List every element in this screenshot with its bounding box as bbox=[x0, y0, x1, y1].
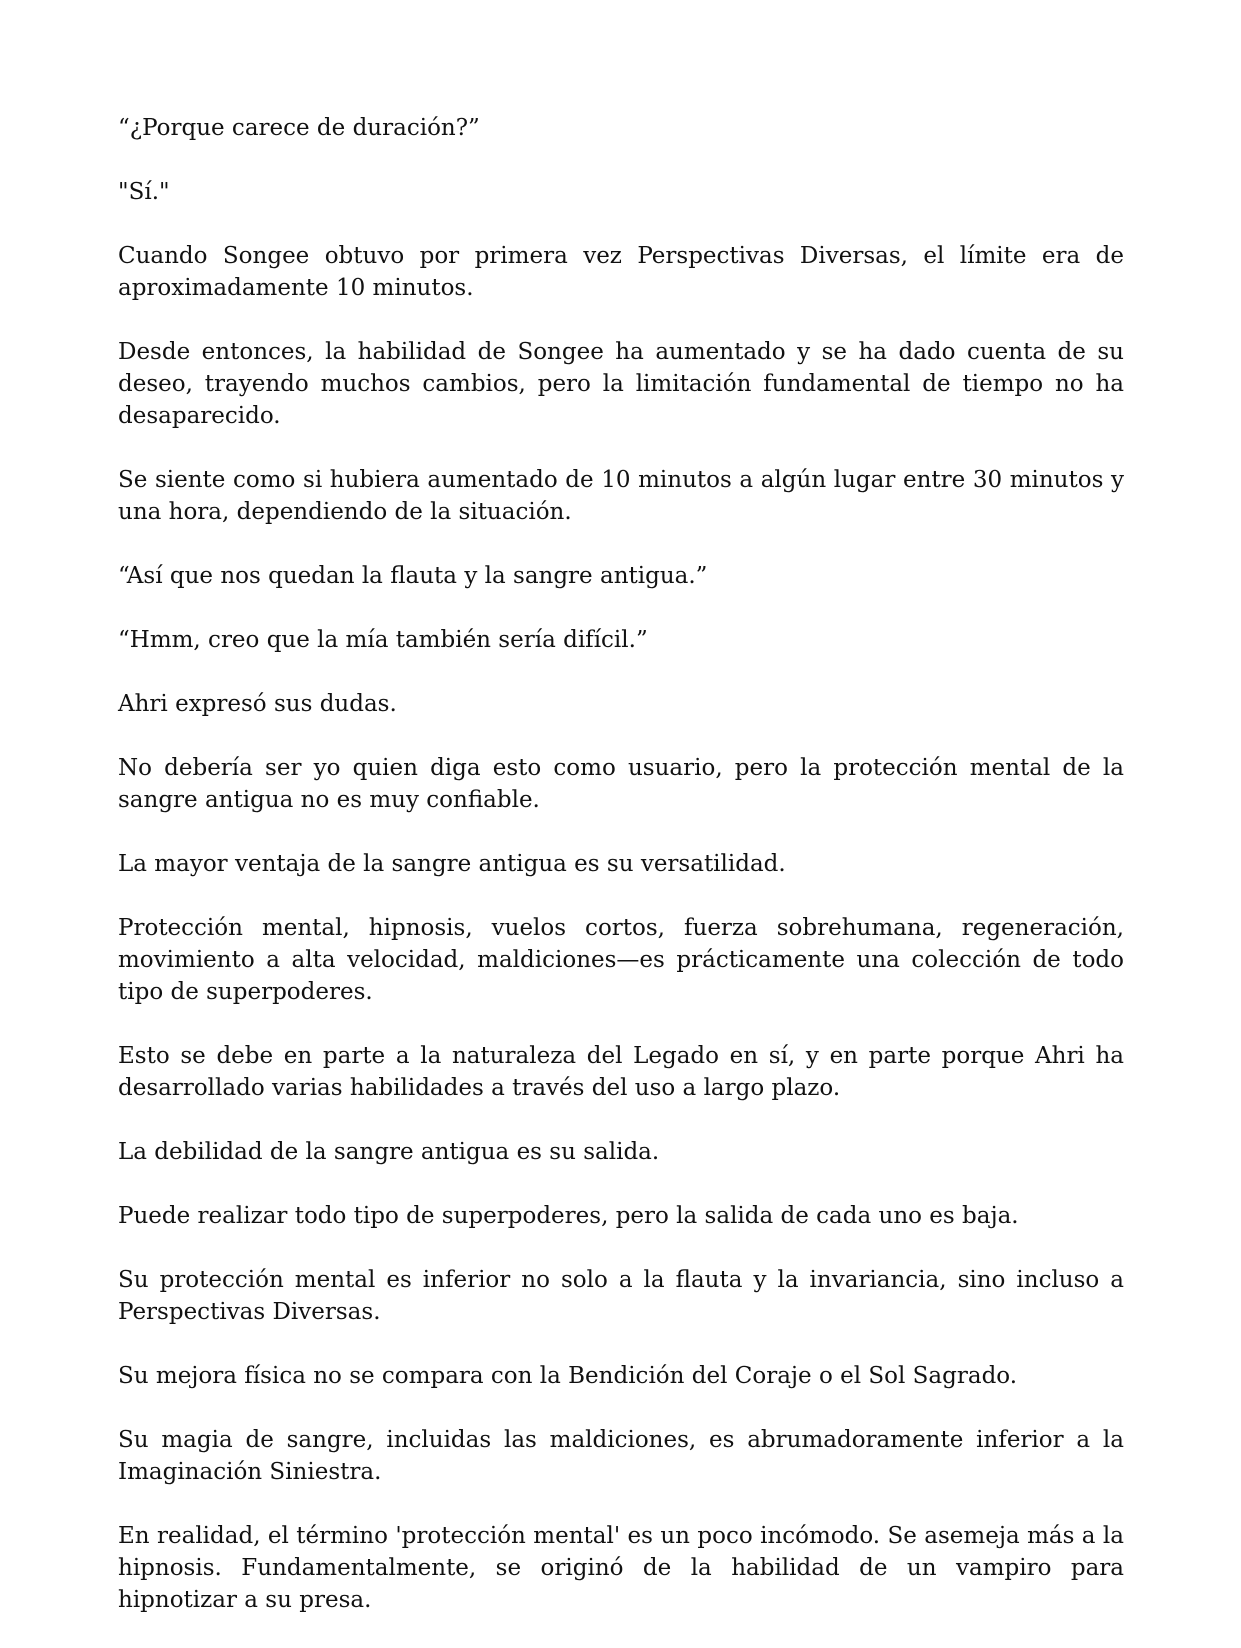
paragraph: Desde entonces, la habilidad de Songee ha aumentado y se ha dado cuenta de su deseo, trayendo muchos cambios, pero la limitación fundamental de tiempo no ha desaparecido. bbox=[118, 339, 1124, 429]
paragraph: Protección mental, hipnosis, vuelos cortos, fuerza sobrehumana, regeneración, movimiento a alta velocidad, maldiciones—es prácticamente una colección de todo tipo de superpoderes. bbox=[118, 915, 1124, 1005]
document-page bbox=[118, 112, 1124, 1648]
paragraph: No debería ser yo quien diga esto como usuario, pero la protección mental de la sangre antigua no es muy confiable. bbox=[118, 755, 1124, 813]
paragraph: Puede realizar todo tipo de superpoderes, pero la salida de cada uno es baja. bbox=[118, 1203, 1019, 1229]
paragraph: "Sí." bbox=[118, 179, 170, 205]
paragraph: Su mejora física no se compara con la Bendición del Coraje o el Sol Sagrado. bbox=[118, 1363, 1018, 1389]
paragraph: La mayor ventaja de la sangre antigua es su versatilidad. bbox=[118, 851, 786, 877]
paragraph: “Así que nos quedan la flauta y la sangre antigua.” bbox=[118, 563, 708, 589]
paragraph: “¿Porque carece de duración?” bbox=[118, 115, 480, 141]
paragraph: Se siente como si hubiera aumentado de 10 minutos a algún lugar entre 30 minutos y una hora, dependiendo de la situación. bbox=[118, 467, 1124, 525]
paragraph: Su magia de sangre, incluidas las maldiciones, es abrumadoramente inferior a la Imaginación Siniestra. bbox=[118, 1427, 1124, 1485]
paragraph: En realidad, el término 'protección mental' es un poco incómodo. Se asemeja más a la hipnosis. Fundamentalmente, se originó de la habilidad de un vampiro para hipnotizar a su presa. bbox=[118, 1523, 1124, 1613]
paragraph: Esto se debe en parte a la naturaleza del Legado en sí, y en parte porque Ahri ha desarrollado varias habilidades a través del uso a largo plazo. bbox=[118, 1043, 1124, 1101]
paragraph: La debilidad de la sangre antigua es su salida. bbox=[118, 1139, 660, 1165]
paragraph: “Hmm, creo que la mía también sería difícil.” bbox=[118, 627, 648, 653]
paragraph: Ahri expresó sus dudas. bbox=[118, 691, 397, 717]
paragraph: Su protección mental es inferior no solo a la flauta y la invariancia, sino incluso a Perspectivas Diversas. bbox=[118, 1267, 1124, 1325]
paragraph: Cuando Songee obtuvo por primera vez Perspectivas Diversas, el límite era de aproximadamente 10 minutos. bbox=[118, 243, 1124, 301]
